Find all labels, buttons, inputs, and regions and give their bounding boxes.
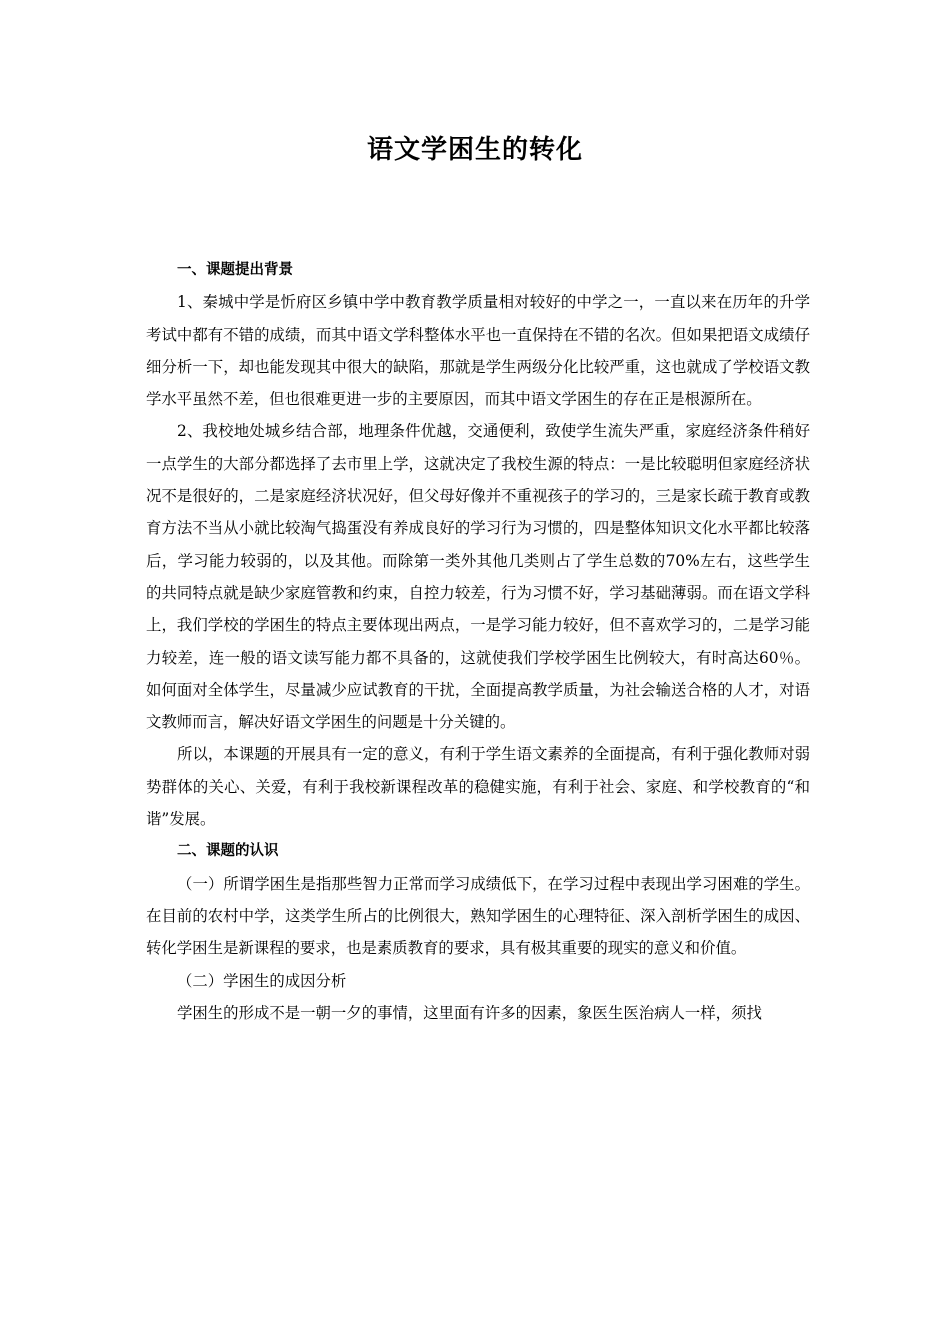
paragraph-5: 学困生的形成不是一朝一夕的事情，这里面有许多的因素，象医生医治病人一样，须找 — [177, 1003, 762, 1022]
paragraph-4: （一）所谓学困生是指那些智力正常而学习成绩低下，在学习过程中表现出学习困难的学生。在目前的农村中学，这类学生所占的比例很大，熟知学困生的心理特征、深入剖析学困生的成因、转化学困生是新课程的要求，也是素质教育的要求，具有极其重要的现实的意义和价值。 — [146, 874, 810, 958]
section-heading-background: 一、课题提出背景 — [177, 262, 293, 278]
document-title: 语文学困生的转化 — [366, 135, 583, 165]
section-heading-understanding: 二、课题的认识 — [177, 843, 279, 860]
paragraph-2: 2、我校地处城乡结合部，地理条件优越，交通便利，致使学生流失严重，家庭经济条件稍好一点学生的大部分都选择了去市里上学，这就决定了我校生源的特点：一是比较聪明但家庭经济状况不是很好的，二是家庭经济状况好，但父母好像并不重视孩子的学习的，三是家长疏于教育或教育方法不当从小就比较淘气捣蛋没有养成良好的学习行为习惯的，四是整体知识文化水平都比较落后，学习能力较弱的，以及其他。而除第一类外其他几类则占了学生总数的70%左右，这些学生的共同特点就是缺少家庭管教和约束，自控力较差，行为习惯不好，学习基础薄弱。而在语文学科上，我们学校的学困生的特点主要体现出两点，一是学习能力较好，但不喜欢学习的，二是学习能力较差，连一般的语文读写能力都不具备的，这就使我们学校学困生比例较大，有时高达60％。如何面对全体学生，尽量减少应试教育的干扰，全面提高教学质量，为社会输送合格的人才，对语文教师而言，解决好语文学困生的问题是十分关键的。 — [146, 422, 810, 732]
paragraph-1: 1、秦城中学是忻府区乡镇中学中教育教学质量相对较好的中学之一，一直以来在历年的升学考试中都有不错的成绩，而其中语文学科整体水平也一直保持在不错的名次。但如果把语文成绩仔细分析一下，却也能发现其中很大的缺陷，那就是学生两级分化比较严重，这也就成了学校语文教学水平虽然不差，但也很难更进一步的主要原因，而其中语文学困生的存在正是根源所在。 — [146, 293, 810, 409]
paragraph-3: 所以，本课题的开展具有一定的意义，有利于学生语文素养的全面提高，有利于强化教师对弱势群体的关心、关爱，有利于我校新课程改革的稳健实施，有利于社会、家庭、和学校教育的“和谐”发展。 — [146, 745, 810, 829]
subsection-heading-causes: （二）学困生的成因分析 — [177, 971, 347, 990]
document-body — [146, 254, 810, 1029]
